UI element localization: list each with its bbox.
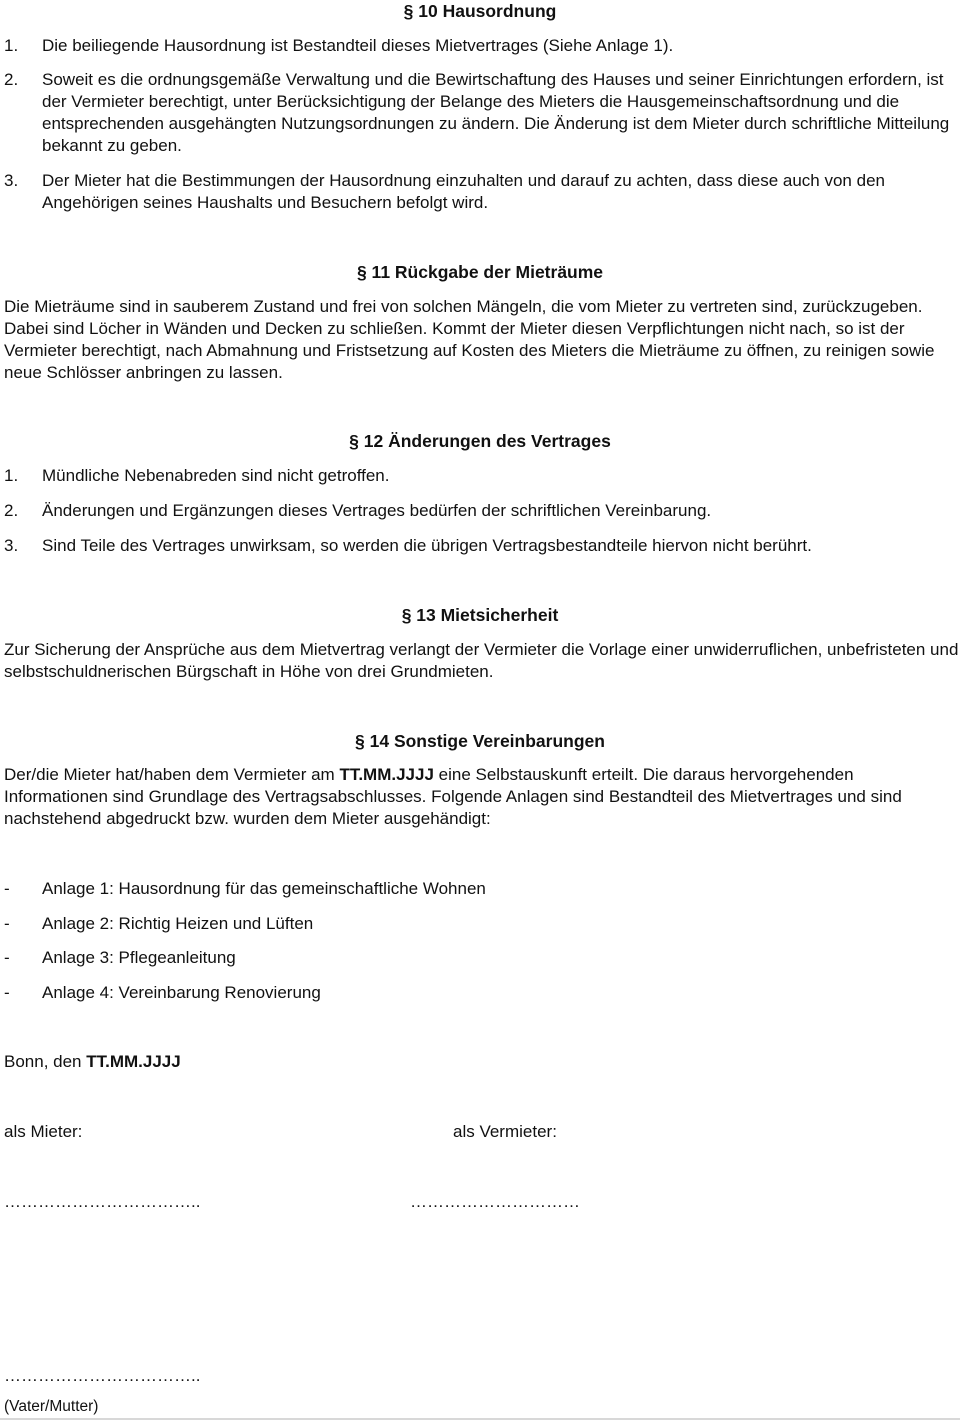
selbstauskunft-date: TT.MM.JJJJ <box>339 765 434 784</box>
attachment-item-3 <box>4 947 954 969</box>
section-10-item-1 <box>4 35 954 57</box>
list-dash: - <box>4 879 10 898</box>
section-12-item-2 <box>4 500 954 522</box>
section-13-heading: § 13 Mietsicherheit <box>401 605 559 625</box>
section-13-paragraph: Zur Sicherung der Ansprüche aus dem Mietvertrag verlangt der Vermieter die Vorlage einer unwiderruflichen, unbefristeten und selbstschuldnerischen Bürgschaft in Höhe von drei Grundmieten. <box>4 640 959 681</box>
attachment-item-4 <box>4 982 954 1004</box>
item-number: 3. <box>4 536 19 555</box>
item-text: Sind Teile des Vertrages unwirksam, so werden die übrigen Vertragsbestandteile hiervon nicht berührt. <box>42 536 812 555</box>
item-text: Änderungen und Ergänzungen dieses Vertrages bedürfen der schriftlichen Vereinbarung. <box>42 501 712 520</box>
list-dash: - <box>4 983 10 1002</box>
place-date-line <box>4 1051 959 1073</box>
parent-label: (Vater/Mutter) <box>4 1398 99 1415</box>
attachment-text: Anlage 2: Richtig Heizen und Lüften <box>42 914 314 933</box>
item-text: Die beiliegende Hausordnung ist Bestandteil dieses Mietvertrages (Siehe Anlage 1). <box>42 36 674 55</box>
item-text: Der Mieter hat die Bestimmungen der Hausordnung einzuhalten und darauf zu achten, dass diese auch von den Angehörigen seines Haushalts und Besuchern befolgt wird. <box>42 171 885 212</box>
parent-signature-line: …………………………….. <box>4 1366 201 1385</box>
item-number: 3. <box>4 171 19 190</box>
section-10-item-3 <box>4 170 954 214</box>
section-11-heading: § 11 Rückgabe der Mieträume <box>356 262 604 282</box>
paragraph-text-after: eine Selbstauskunft erteilt. Die daraus hervorgehenden Informationen sind Grundlage des Vertragsabschlusses. Folgende Anlagen sind Bestandteil des Mietvertrages und sind nachstehend abgedruckt bzw. wurden dem Mieter ausgehändigt: <box>4 765 902 828</box>
item-text: Soweit es die ordnungsgemäße Verwaltung und die Bewirtschaftung des Hauses und seiner Einrichtungen erfordern, ist der Vermieter berechtigt, unter Berücksichtigung der Belange des Mieters die Hausgemeinschaftsordnung und die entsprechenden ausgehängten Nutzungsordnungen zu ändern. Die Änderung ist dem Mieter durch schriftliche Mitteilung bekannt zu geben. <box>42 70 950 155</box>
attachment-item-1 <box>4 878 954 900</box>
attachment-text: Anlage 1: Hausordnung für das gemeinschaftliche Wohnen <box>42 879 486 898</box>
item-number: 2. <box>4 70 19 89</box>
section-11-paragraph: Die Mieträume sind in sauberem Zustand und frei von solchen Mängeln, die vom Mieter zu vertreten sind, zurückzugeben. Dabei sind Löcher in Wänden und Decken zu schließen. Kommt der Mieter diesen Verpflichtungen nicht nach, so ist der Vermieter berechtigt, nach Abmahnung und Fristsetzung auf Kosten des Mieters die Mieträume zu öffnen, zu reinigen sowie neue Schlösser anbringen zu lassen. <box>4 297 935 382</box>
tenant-label: als Mieter: <box>4 1122 83 1141</box>
item-number: 1. <box>4 466 19 485</box>
attachment-item-2 <box>4 913 954 935</box>
section-12-item-3 <box>4 535 954 557</box>
attachment-text: Anlage 4: Vereinbarung Renovierung <box>42 983 321 1002</box>
section-12-heading: § 12 Änderungen des Vertrages <box>349 431 611 451</box>
section-10-heading: § 10 Hausordnung <box>403 1 557 21</box>
landlord-signature-line: ………………………… <box>410 1192 580 1211</box>
section-12-item-1 <box>4 465 954 487</box>
section-14-paragraph <box>4 764 959 830</box>
place-prefix: Bonn, den <box>4 1052 87 1071</box>
section-10-item-2 <box>4 69 954 157</box>
list-dash: - <box>4 914 10 933</box>
list-dash: - <box>4 948 10 967</box>
section-14-heading: § 14 Sonstige Vereinbarungen <box>355 731 605 751</box>
item-number: 2. <box>4 501 19 520</box>
paragraph-text-before: Der/die Mieter hat/haben dem Vermieter am <box>4 765 340 784</box>
item-number: 1. <box>4 36 19 55</box>
item-text: Mündliche Nebenabreden sind nicht getroffen. <box>42 466 390 485</box>
tenant-signature-line: …………………………….. <box>4 1192 201 1211</box>
signing-date: TT.MM.JJJJ <box>86 1052 181 1071</box>
attachment-text: Anlage 3: Pflegeanleitung <box>42 948 236 967</box>
landlord-label: als Vermieter: <box>453 1122 557 1141</box>
